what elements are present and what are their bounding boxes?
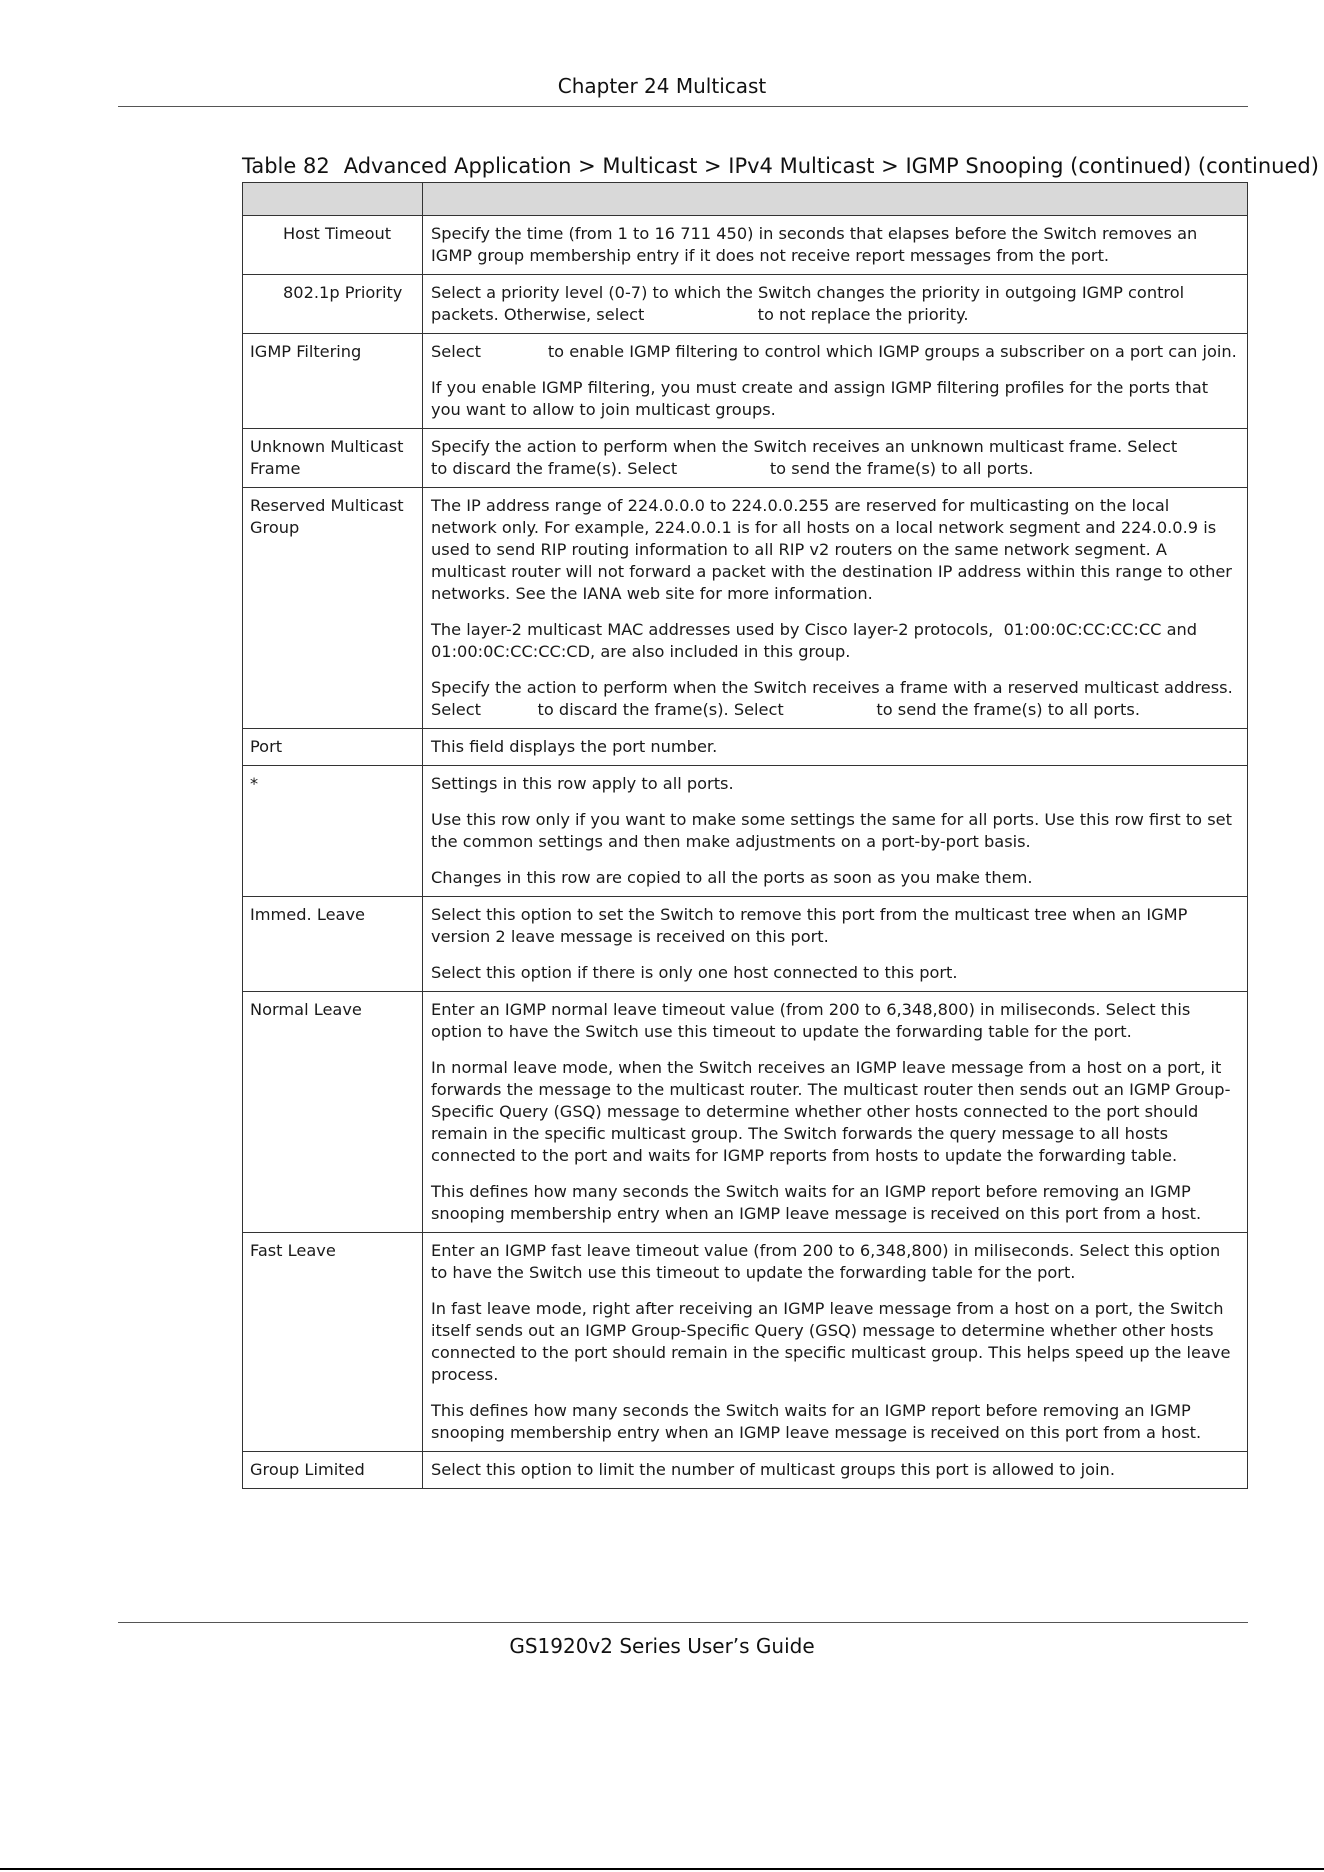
row-label: IGMP Filtering (243, 334, 423, 429)
description-paragraph: This defines how many seconds the Switch waits for an IGMP report before removing an IGMP snooping membership entry when an IGMP leave message is received on this port from a host. (431, 1182, 1202, 1223)
table-row (243, 334, 1248, 429)
description-paragraph: Specify the action to perform when the Switch receives a frame with a reserved multicast address. Select to discard the frame(s). Select to send the frame(s) to all ports. (431, 678, 1238, 719)
table-title: Advanced Application > Multicast > IPv4 Multicast > IGMP Snooping (continued) (continued) (343, 154, 1319, 178)
row-description (423, 216, 1248, 275)
table-header-row (243, 183, 1248, 216)
row-label: 802.1p Priority (243, 275, 423, 334)
table-row (243, 729, 1248, 766)
row-label: Port (243, 729, 423, 766)
row-label: * (243, 766, 423, 897)
table-row (243, 992, 1248, 1233)
description-paragraph: The IP address range of 224.0.0.0 to 224.0.0.255 are reserved for multicasting on the local network only. For example, 224.0.0.1 is for all hosts on a local network segment and 224.0.0.9 is used to send RIP routing information to all RIP v2 routers on the same network segment. A multicast router will not forward a packet with the destination IP address within this range to other networks. See the IANA web site for more information. (431, 496, 1238, 603)
description-paragraph: Enter an IGMP normal leave timeout value (from 200 to 6,348,800) in miliseconds. Select this option to have the Switch use this timeout to update the forwarding table for the port. (431, 1000, 1196, 1041)
description-paragraph: In normal leave mode, when the Switch receives an IGMP leave message from a host on a port, it forwards the message to the multicast router. The multicast router then sends out an IGMP Group-Specific Query (GSQ) message to determine whether other hosts connected to the port should remain in the specific multicast group. The Switch forwards the query message to all hosts connected to the port and waits for IGMP reports from hosts to update the forwarding table. (431, 1058, 1231, 1165)
row-label: Normal Leave (243, 992, 423, 1233)
row-label: Host Timeout (243, 216, 423, 275)
description-paragraph: This defines how many seconds the Switch waits for an IGMP report before removing an IGMP snooping membership entry when an IGMP leave message is received on this port from a host. (431, 1401, 1202, 1442)
footer-rule (118, 1622, 1248, 1623)
table-row (243, 275, 1248, 334)
header-rule (118, 106, 1248, 107)
table-row (243, 429, 1248, 488)
row-description (423, 1452, 1248, 1489)
description-paragraph: Select a priority level (0-7) to which the Switch changes the priority in outgoing IGMP control packets. Otherwise, select to not replace the priority. (431, 283, 1190, 324)
table-row (243, 1452, 1248, 1489)
table-caption (242, 154, 1319, 178)
row-description (423, 1233, 1248, 1452)
row-description (423, 429, 1248, 488)
row-description (423, 275, 1248, 334)
row-description (423, 897, 1248, 992)
header-cell-description (423, 183, 1248, 216)
description-paragraph: Specify the time (from 1 to 16 711 450) in seconds that elapses before the Switch removes an IGMP group membership entry if it does not receive report messages from the port. (431, 224, 1203, 265)
row-description (423, 729, 1248, 766)
description-paragraph: The layer-2 multicast MAC addresses used by Cisco layer-2 protocols, 01:00:0C:CC:CC:CC and 01:00:0C:CC:CC:CD, are also included in this group. (431, 620, 1203, 661)
row-label: Reserved Multicast Group (243, 488, 423, 729)
description-paragraph: Specify the action to perform when the Switch receives an unknown multicast frame. Select to discard the frame(s). Select to send the frame(s) to all ports. (431, 437, 1234, 478)
row-label: Immed. Leave (243, 897, 423, 992)
page-edge-line (0, 1868, 1324, 1870)
description-paragraph: In fast leave mode, right after receiving an IGMP leave message from a host on a port, the Switch itself sends out an IGMP Group-Specific Query (GSQ) message to determine whether other hosts connected to the port should remain in the specific multicast group. This helps speed up the leave process. (431, 1299, 1236, 1384)
description-paragraph: Settings in this row apply to all ports. (431, 774, 734, 793)
description-paragraph: Changes in this row are copied to all the ports as soon as you make them. (431, 868, 1033, 887)
row-label: Group Limited (243, 1452, 423, 1489)
row-description (423, 766, 1248, 897)
header-cell-label (243, 183, 423, 216)
table-row (243, 897, 1248, 992)
description-paragraph: This field displays the port number. (431, 737, 718, 756)
chapter-header: Chapter 24 Multicast (557, 74, 767, 98)
description-paragraph: Select this option to set the Switch to remove this port from the multicast tree when an IGMP version 2 leave message is received on this port. (431, 905, 1193, 946)
table-number: Table 82 (242, 154, 330, 178)
description-paragraph: Select this option to limit the number of multicast groups this port is allowed to join. (431, 1460, 1115, 1479)
table-row (243, 766, 1248, 897)
page-footer: GS1920v2 Series User’s Guide (509, 1634, 815, 1658)
table-row (243, 1233, 1248, 1452)
row-description (423, 992, 1248, 1233)
row-description (423, 334, 1248, 429)
description-paragraph: Select to enable IGMP filtering to control which IGMP groups a subscriber on a port can join. (431, 342, 1237, 361)
table-row (243, 216, 1248, 275)
row-label: Unknown Multicast Frame (243, 429, 423, 488)
description-paragraph: Use this row only if you want to make some settings the same for all ports. Use this row first to set the common settings and then make adjustments on a port-by-port basis. (431, 810, 1238, 851)
igmp-snooping-table (242, 182, 1248, 1489)
description-paragraph: Select this option if there is only one host connected to this port. (431, 963, 958, 982)
row-label: Fast Leave (243, 1233, 423, 1452)
table-row (243, 488, 1248, 729)
row-description (423, 488, 1248, 729)
description-paragraph: If you enable IGMP filtering, you must create and assign IGMP filtering profiles for the ports that you want to allow to join multicast groups. (431, 378, 1214, 419)
description-paragraph: Enter an IGMP fast leave timeout value (from 200 to 6,348,800) in miliseconds. Select this option to have the Switch use this timeout to update the forwarding table for the port. (431, 1241, 1226, 1282)
